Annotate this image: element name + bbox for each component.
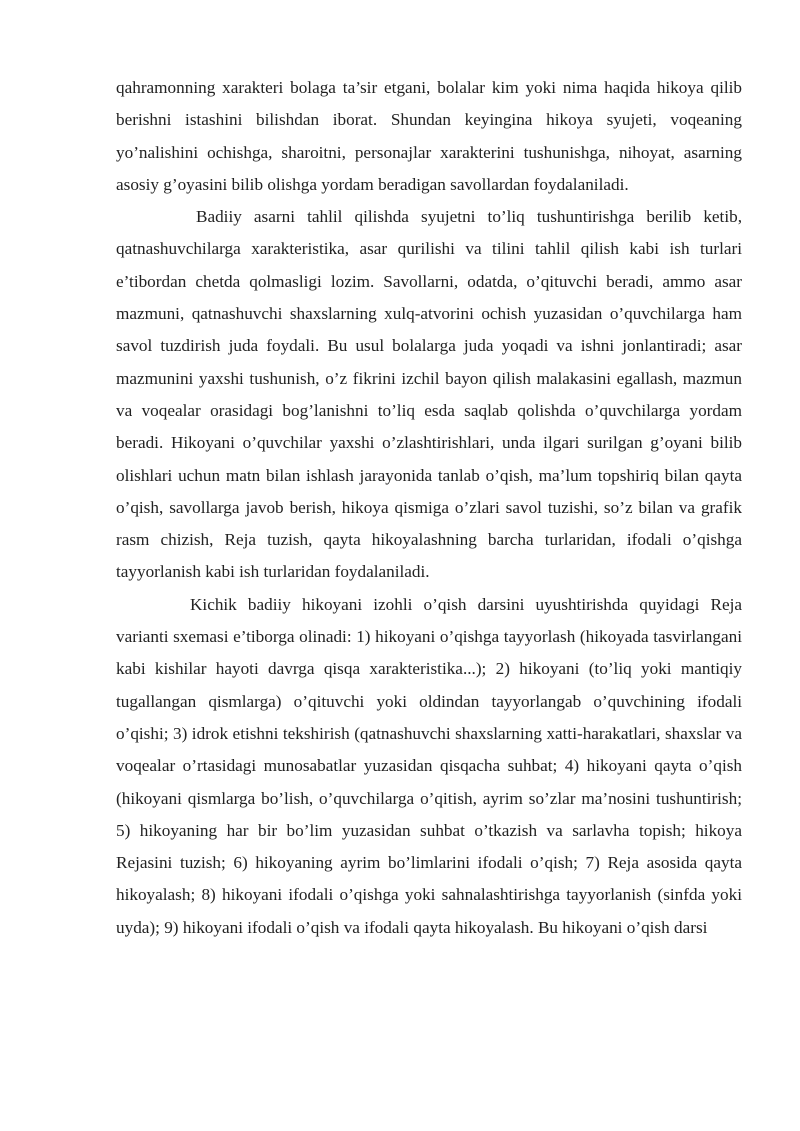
paragraph-3: Kichik badiiy hikoyani izohli o’qish darsini uyushtirishda quyidagi Reja varianti sxemasi e’tiborga olinadi: 1) hikoyani o’qishga tayyorlash (hikoyada tasvirlangani kabi kishilar hayoti davrga qisqa xarakteristika...); 2) hikoyani (to’liq yoki mantiqiy tugallangan qismlarga) o’qituvchi yoki oldindan tayyorlangab o’quvchining ifodali o’qishi; 3) idrok etishni tekshirish (qatnashuvchi shaxslarning xatti-harakatlari, shaxslar va voqealar o’rtasidagi munosabatlar yuzasidan qisqacha suhbat; 4) hikoyani qayta o’qish (hikoyani qismlarga bo’lish, o’quvchilarga o’qitish, ayrim so’zlar ma’nosini tushuntirish; 5) hikoyaning har bir bo’lim yuzasidan suhbat o’tkazish va sarlavha topish; hikoya Rejasini tuzish; 6) hikoyaning ayrim bo’limlarini ifodali o’qish; 7) Reja asosida qayta hikoyalash; 8) hikoyani ifodali o’qishga yoki sahnalashtirishga tayyorlanish (sinfda yoki uyda); 9) hikoyani ifodali o’qish va ifodali qayta hikoyalash. Bu hikoyani o’qish darsi (116, 594, 742, 937)
paragraph-2: Badiiy asarni tahlil qilishda syujetni to’liq tushuntirishga berilib ketib, qatnashuvchilarga xarakteristika, asar qurilishi va tilini tahlil qilish kabi ish turlari e’tibordan chetda qolmasligi lozim. Savollarni, odatda, o’qituvchi beradi, ammo asar mazmuni, qatnashuvchi shaxslarning xulq-atvorini ochish yuzasidan o’quvchilarga ham savol tuzdirish juda foydali. Bu usul bolalarga juda yoqadi va ishni jonlantiradi; asar mazmunini yaxshi tushunish, o’z fikrini izchil bayon qilish malakasini egallash, mazmun va voqealar orasidagi bog’lanishni to’liq esda saqlab qolishda o’quvchilarga yordam beradi. Hikoyani o’quvchilar yaxshi o’zlashtirishlari, unda ilgari surilgan g’oyani bilib olishlari uchun matn bilan ishlash jarayonida tanlab o’qish, ma’lum topshiriq bilan qayta o’qish, savollarga javob berish, hikoya qismiga o’zlari savol tuzishi, so’z bilan va grafik rasm chizish, Reja tuzish, qayta hikoyalashning barcha turlaridan, ifodali o’qishga tayyorlanish kabi ish turlaridan foydalaniladi. (116, 207, 742, 582)
paragraph-1: qahramonning xarakteri bolaga ta’sir etgani, bolalar kim yoki nima haqida hikoya qilib berishni istashini bilishdan iborat. Shundan keyingina hikoya syujeti, voqeaning yo’nalishini ochishga, sharoitni, personajlar xarakterini tushunishga, nihoyat, asarning asosiy g’oyasini bilib olishga yordam beradigan savollardan foydalaniladi. (116, 78, 742, 194)
document-page (116, 72, 742, 944)
